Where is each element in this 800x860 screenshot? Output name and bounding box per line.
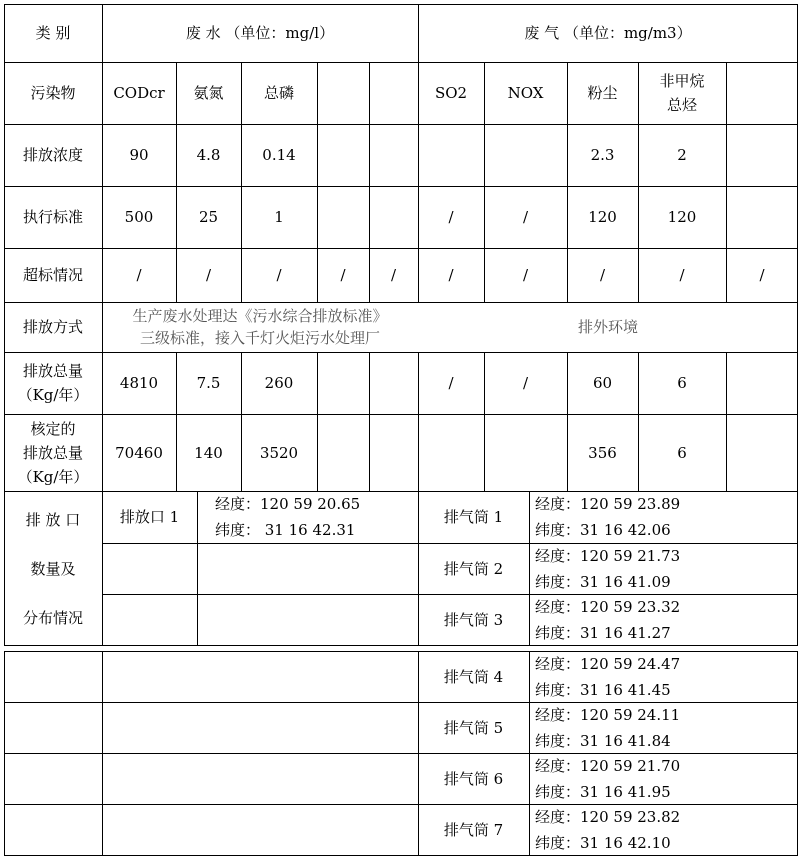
outlets-label-2: 数量及	[30, 560, 76, 578]
concentration-phosphorus: 0.14	[262, 146, 296, 164]
standard-phosphorus: 1	[274, 208, 284, 226]
exceed-extra2: /	[390, 266, 397, 284]
approved-codcr: 70460	[115, 443, 163, 462]
stack-1-coords: 经度：120 59 23.89 纬度：31 16 42.06	[535, 495, 681, 539]
rule	[102, 651, 103, 855]
total-phosphorus: 260	[264, 374, 294, 392]
total-nox: /	[522, 374, 529, 392]
exceed-label: 超标情况	[22, 266, 83, 284]
category-header: 类 别	[35, 24, 71, 42]
total-ammonia: 7.5	[196, 374, 221, 392]
concentration-codcr: 90	[129, 146, 149, 164]
stack-5-coords: 经度：120 59 24.11 纬度：31 16 41.84	[535, 705, 681, 750]
concentration-nmhc: 2	[677, 146, 687, 164]
total-dust: 60	[592, 374, 613, 392]
standard-dust: 120	[588, 208, 617, 226]
concentration-ammonia: 4.8	[196, 146, 221, 164]
stack-7-coords: 经度：120 59 23.82 纬度：31 16 42.10	[535, 807, 681, 852]
wastewater-header: 废 水 （单位：mg/l）	[185, 24, 335, 42]
so2-header: SO2	[434, 84, 468, 102]
nox-header: NOX	[507, 84, 544, 102]
stack-1-name: 排气筒 1	[443, 508, 504, 526]
standard-nmhc: 120	[667, 208, 697, 226]
nmhc-header: 非甲烷 总烃	[659, 72, 705, 114]
stack-3-name: 排气筒 3	[443, 610, 504, 629]
codcr-header: CODcr	[113, 84, 165, 102]
exceed-nmhc: /	[679, 266, 685, 284]
outlet-1-coords: 经度：120 59 20.65 纬度： 31 16 42.31	[215, 495, 361, 539]
stack-7-name: 排气筒 7	[443, 820, 504, 839]
approved-phosphorus: 3520	[259, 443, 299, 462]
total-label: 排放总量 （Kg/年）	[17, 362, 89, 404]
approved-label: 核定的 排放总量 （Kg/年）	[17, 419, 89, 486]
stack-5-name: 排气筒 5	[443, 718, 504, 737]
exceed-phosphorus: /	[276, 266, 282, 284]
approved-nmhc: 6	[677, 443, 687, 462]
phosphorus-header: 总磷	[263, 84, 294, 102]
rule	[369, 352, 370, 491]
method-gas: 排外环境	[577, 318, 638, 336]
stack-6-coords: 经度：120 59 21.70 纬度：31 16 41.95	[535, 756, 681, 801]
exhaust-header: 废 气 （单位：mg/m3）	[524, 24, 692, 42]
standard-so2: /	[448, 208, 454, 226]
stack-4-name: 排气筒 4	[443, 667, 504, 686]
standard-nox: /	[522, 208, 529, 226]
exceed-codcr: /	[136, 266, 142, 284]
exceed-extra1: /	[340, 266, 346, 284]
standard-codcr: 500	[124, 208, 154, 226]
dust-header: 粉尘	[587, 84, 618, 102]
stack-4-coords: 经度：120 59 24.47 纬度：31 16 41.45	[535, 654, 681, 699]
stack-2-coords: 经度：120 59 21.73 纬度：31 16 41.09	[535, 546, 681, 591]
exceed-dust: /	[599, 266, 606, 284]
rule	[317, 352, 318, 491]
approved-ammonia: 140	[194, 443, 223, 462]
total-so2: /	[448, 374, 454, 392]
stack-3-coords: 经度：120 59 23.32 纬度：31 16 41.27	[535, 597, 681, 642]
standard-label: 执行标准	[22, 208, 83, 226]
total-codcr: 4810	[119, 374, 159, 392]
concentration-dust: 2.3	[590, 146, 615, 164]
rule	[4, 651, 5, 855]
stack-2-name: 排气筒 2	[443, 559, 504, 578]
rule	[726, 352, 727, 491]
exceed-ammonia: /	[205, 266, 212, 284]
pollutants-label: 污染物	[30, 84, 76, 102]
method-label: 排放方式	[22, 318, 83, 336]
stack-6-name: 排气筒 6	[443, 769, 504, 788]
outlet-1-name: 排放口 1	[119, 508, 180, 526]
ammonia-header: 氨氮	[193, 84, 224, 102]
exceed-so2: /	[448, 266, 454, 284]
approved-dust: 356	[588, 443, 617, 462]
outlets-label-1: 排 放 口	[25, 511, 81, 529]
exceed-extra3: /	[759, 266, 765, 284]
concentration-label: 排放浓度	[22, 146, 83, 164]
outlets-label-3: 分布情况	[22, 609, 83, 627]
exceed-nox: /	[522, 266, 529, 284]
total-nmhc: 6	[677, 374, 687, 392]
standard-ammonia: 25	[198, 208, 219, 226]
method-water: 生产废水处理达《污水综合排放标准》 三级标准，接入千灯火炬污水处理厂	[132, 307, 388, 347]
